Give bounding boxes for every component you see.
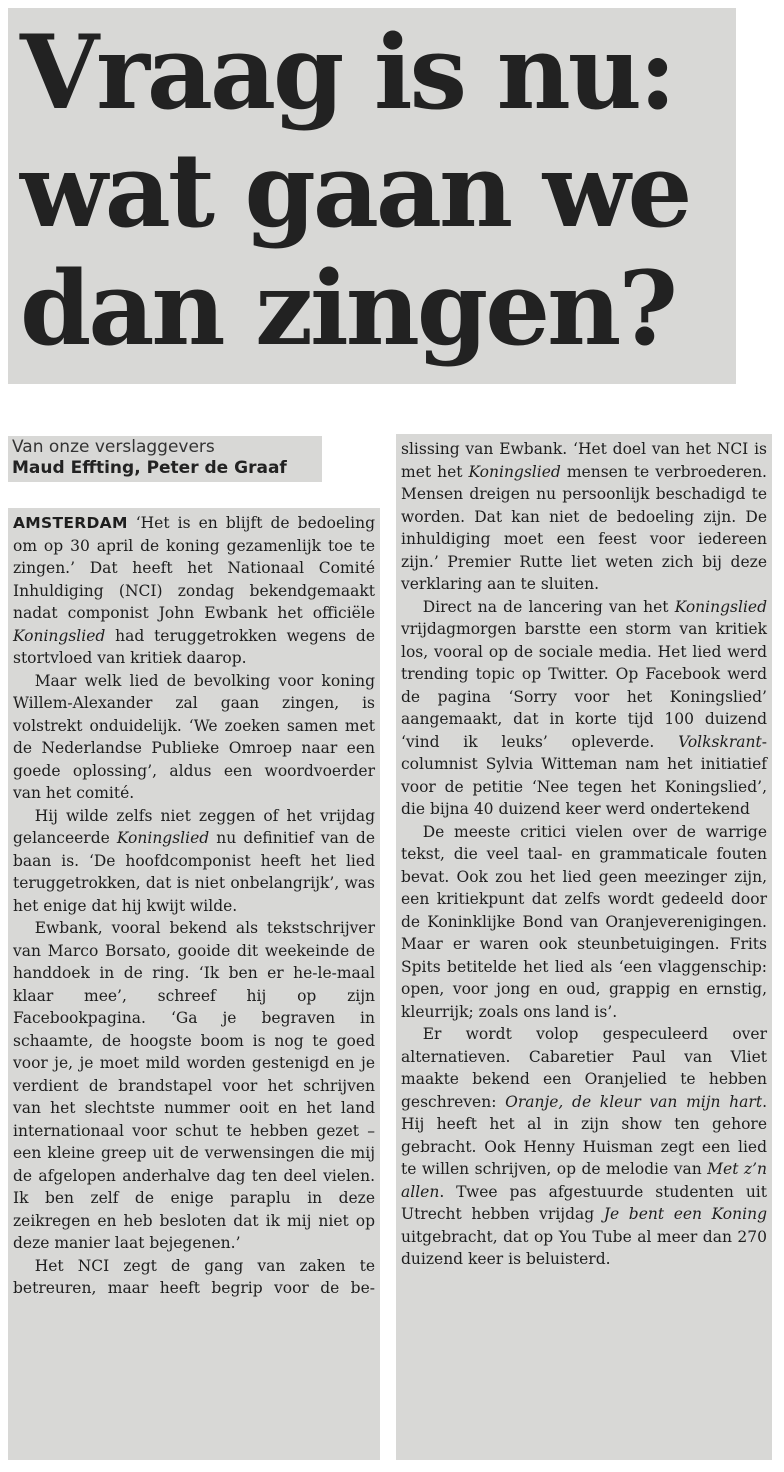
byline-intro: Van onze verslaggevers xyxy=(12,437,215,457)
headline-line-3: dan zingen? xyxy=(20,249,676,369)
headline-line-2: wat gaan we xyxy=(20,131,690,251)
paragraph-8: Er wordt volop gespeculeerd over alternatieven. Cabaretier Paul van Vliet maakte bekend een Oranjelied te hebben geschreven: Oranje, de kleur van mijn hart. Hij heeft het al in zijn show ten gehore gebracht. Ook Henny Huisman zegt een lied te willen schrijven, op de melodie van Met z’n allen. Twee pas afgestuurde studenten uit Utrecht hebben vrijdag Je bent een Koning uitgebracht, dat op You Tube al meer dan 270 duizend keer is beluisterd. xyxy=(401,1025,767,1268)
dateline: AMSTERDAM xyxy=(13,514,128,532)
paragraph-5: Het NCI zegt de gang van zaken te betreuren, maar heeft begrip voor de be- xyxy=(13,1256,375,1297)
paragraph-6: Direct na de lancering van het Koningslied vrijdagmorgen barstte een storm van kritiek los, vooral op de sociale media. Het lied werd trending topic op Twitter. Op Facebook werd de pagina ‘Sorry voor het Koningslied’ aangemaakt, dat in korte tijd 100 duizend ‘vind ik leuks’ opleverde. Volkskrant-columnist Sylvia Witteman nam het initiatief voor de petitie ‘Nee tegen het Koningslied’, die bijna 40 duizend keer werd ondertekend xyxy=(401,597,767,818)
headline xyxy=(20,14,736,368)
paragraph-3: Hij wilde zelfs niet zeggen of het vrijdag gelanceerde Koningslied nu definitief van de baan is. ‘De hoofdcomponist heeft het lied teruggetrokken, dat is niet onbelangrijk’, was het enige dat hij kwijt wilde. xyxy=(13,806,376,915)
paragraph-5-continued: slissing van Ewbank. ‘Het doel van het NCI is met het Koningslied mensen te verbroederen. Mensen dreigen nu persoonlijk beschadigd te worden. Dat kan niet de bedoeling zijn. De inhuldiging moet een feest voor iedereen zijn.’ Premier Rutte liet weten zich bij deze verklaring aan te sluiten. xyxy=(401,440,767,593)
byline-authors: Maud Effting, Peter de Graaf xyxy=(12,458,287,478)
article-column-left xyxy=(8,508,380,1460)
paragraph-7: De meeste critici vielen over de warrige tekst, die veel taal- en grammaticale fouten bevat. Ook zou het lied geen meezinger zijn, een kritiekpunt dat zelfs wordt gedeeld door de Koninklijke Bond van Oranjeverenigingen. Maar er waren ook steunbetuigingen. Frits Spits betitelde het lied als ‘een vlaggenschip: open, voor jong en oud, grappig en ernstig, kleurrijk; zoals ons land is’. xyxy=(401,822,767,1021)
paragraph-4: Ewbank, vooral bekend als tekstschrijver van Marco Borsato, gooide dit weekeinde de handdoek in de ring. ‘Ik ben er he-le-maal klaar mee’, schreef hij op zijn Facebookpagina. ‘Ga je begraven in schaamte, de hoogste boom is nog te goed voor je, je moet mild worden gestenigd en je verdient de brandstapel voor het schrijven van het slechtste nummer ooit en het land internationaal voor schut te hebben gezet – een kleine greep uit de verwensingen die mij de afgelopen anderhalve dag ten deel vielen. Ik ben zelf de enige paraplu in deze zeikregen en heb besloten dat ik mij niet op deze manier laat bejegenen.’ xyxy=(13,919,375,1252)
paragraph-2: Maar welk lied de bevolking voor koning Willem-Alexander zal gaan zingen, is volstrekt onduidelijk. ‘We zoeken samen met de Nederlandse Publieke Omroep naar een goede oplossing’, aldus een woordvoerder van het comité. xyxy=(13,671,375,802)
headline-block xyxy=(8,8,736,384)
byline xyxy=(8,436,322,482)
headline-line-1: Vraag is nu: xyxy=(20,13,674,133)
article-column-right xyxy=(396,434,772,1460)
paragraph-1: AMSTERDAM ‘Het is en blijft de bedoeling om op 30 april de koning gezamenlijk toe te zingen.’ Dat heeft het Nationaal Comité Inhuldiging (NCI) zondag bekendgemaakt nadat componist John Ewbank het officiële Koningslied had teruggetrokken wegens de stortvloed van kritiek daarop. xyxy=(13,514,375,667)
